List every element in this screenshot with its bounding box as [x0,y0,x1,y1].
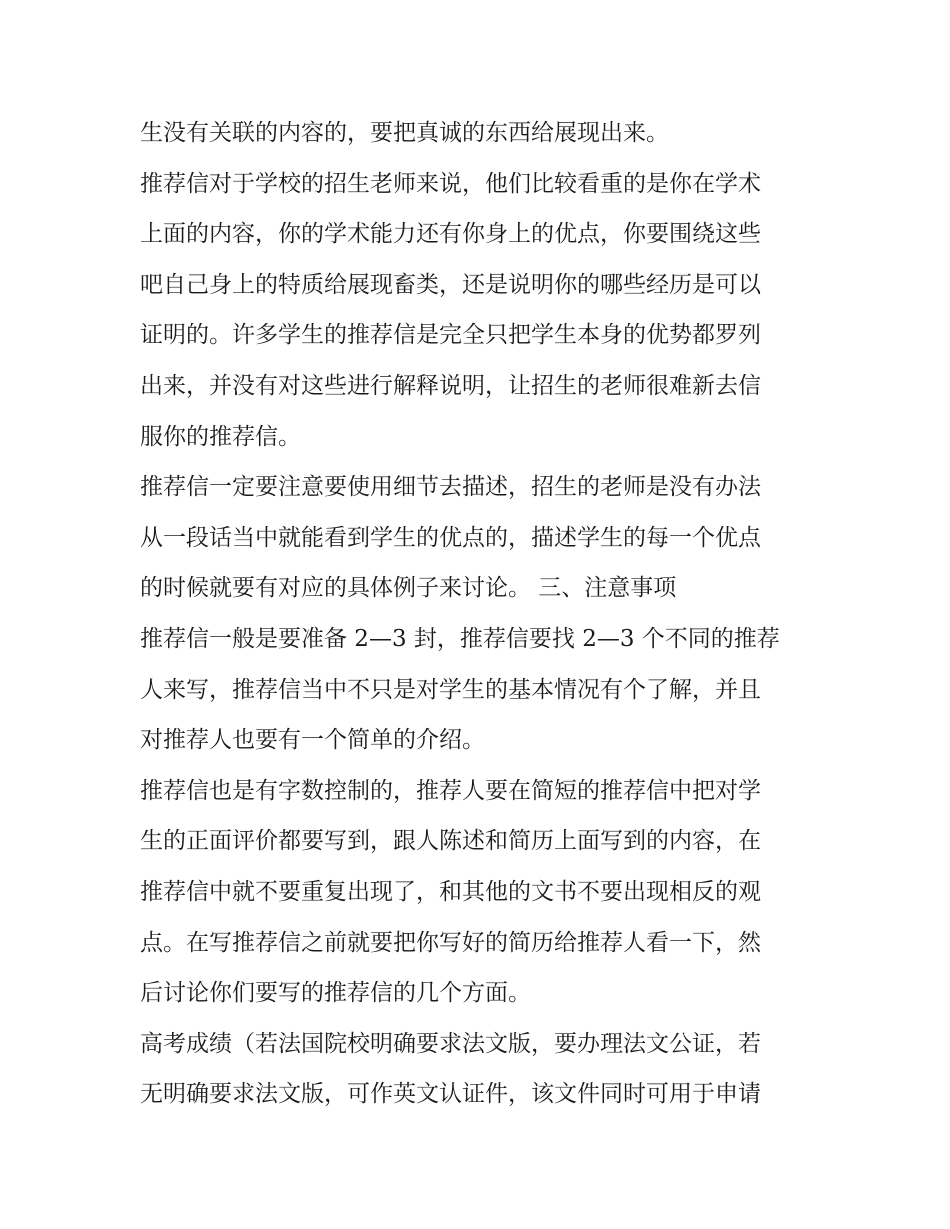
text-line: 服你的推荐信。 [140,423,301,450]
text-line: 的时候就要有对应的具体例子来讨论。 三、注意事项 [140,575,677,602]
text-line: 推荐信一般是要准备 2—3 封，推荐信要找 2—3 个不同的推荐 [140,625,780,652]
text-line: 推荐信中就不要重复出现了，和其他的文书不要出现相反的观 [140,878,761,905]
document-body [140,108,812,1120]
text-line: 出来，并没有对这些进行解释说明，让招生的老师很难新去信 [140,372,761,399]
text-line: 推荐信一定要注意要使用细节去描述，招生的老师是没有办法 [140,474,761,501]
text-line: 从一段话当中就能看到学生的优点的，描述学生的每一个优点 [140,524,761,551]
text-line: 高考成绩（若法国院校明确要求法文版，要办理法文公证，若 [140,1030,761,1057]
text-line: 人来写，推荐信当中不只是对学生的基本情况有个了解，并且 [140,676,761,703]
text-line: 生的正面评价都要写到，跟人陈述和简历上面写到的内容，在 [140,828,761,855]
text-line: 证明的。许多学生的推荐信是完全只把学生本身的优势都罗列 [140,322,761,349]
text-line: 点。在写推荐信之前就要把你写好的简历给推荐人看一下，然 [140,929,761,956]
text-line: 吧自己身上的特质给展现畜类，还是说明你的哪些经历是可以 [140,271,761,298]
text-line: 生没有关联的内容的，要把真诚的东西给展现出来。 [140,120,669,146]
text-line: 后讨论你们要写的推荐信的几个方面。 [140,980,531,1007]
text-line: 推荐信也是有字数控制的，推荐人要在简短的推荐信中把对学 [140,777,761,804]
text-line: 无明确要求法文版，可作英文认证件，该文件同时可用于申请 [140,1081,761,1108]
text-line: 上面的内容，你的学术能力还有你身上的优点，你要围绕这些 [140,221,761,248]
text-line: 推荐信对于学校的招生老师来说，他们比较看重的是你在学术 [140,170,761,197]
text-line: 对推荐人也要有一个简单的介绍。 [140,727,485,754]
